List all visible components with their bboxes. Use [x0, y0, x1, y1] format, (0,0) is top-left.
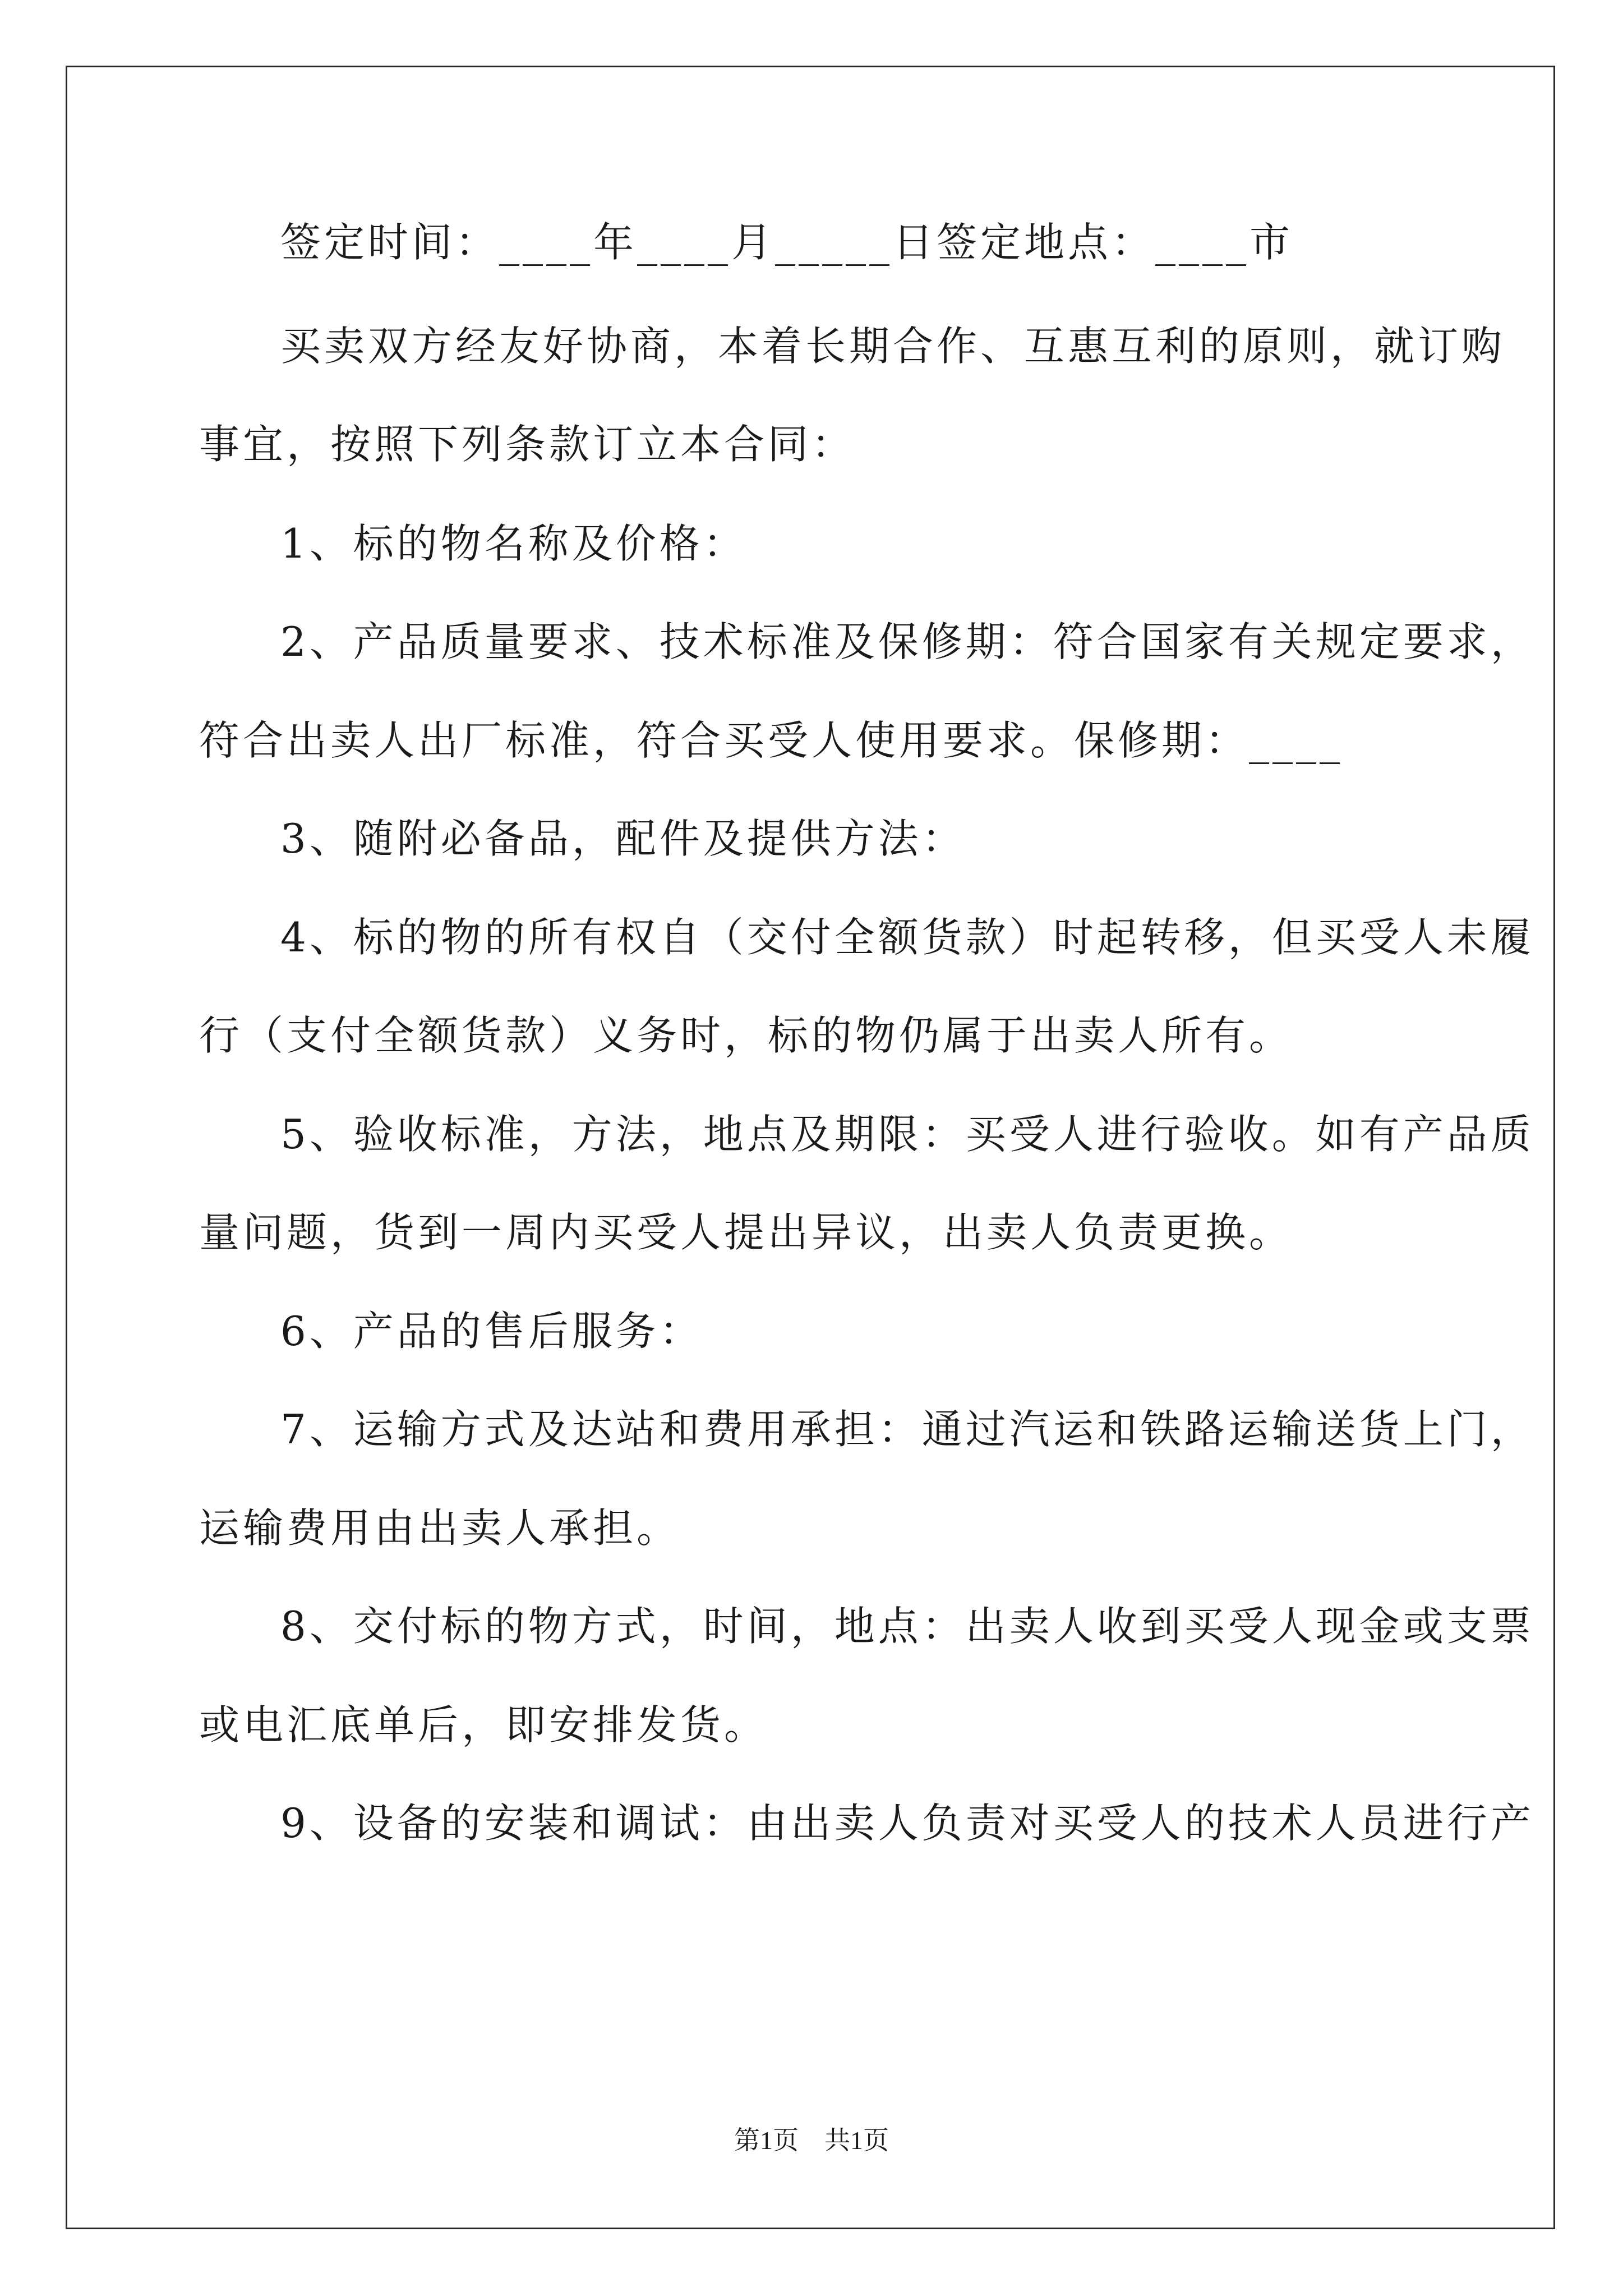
text-line-item-2b: 符合出卖人出厂标准，符合买受人使用要求。保修期：____: [199, 717, 1344, 764]
text-line-item-4b: 行（支付全额货款）义务时，标的物仍属于出卖人所有。: [199, 1012, 1293, 1059]
text-line-item-3: 3、随附必备品，配件及提供方法：: [280, 815, 966, 862]
text-line-item-1: 1、标的物名称及价格：: [280, 520, 747, 567]
text-line-item-7b: 运输费用由出卖人承担。: [199, 1504, 681, 1552]
text-line-item-2a: 2、产品质量要求、技术标准及保修期：符合国家有关规定要求，: [280, 618, 1534, 665]
text-line-item-8a: 8、交付标的物方式，时间，地点：出卖人收到买受人现金或支票: [280, 1603, 1534, 1650]
text-line-item-6: 6、产品的售后服务：: [280, 1308, 703, 1355]
text-line-item-5a: 5、验收标准，方法，地点及期限：买受人进行验收。如有产品质: [280, 1111, 1534, 1158]
text-line-signing-date: 签定时间：____年____月_____日签定地点：____市: [280, 219, 1294, 266]
text-line-intro-2: 事宜，按照下列条款订立本合同：: [199, 421, 856, 468]
text-line-item-4a: 4、标的物的所有权自（交付全额货款）时起转移，但买受人未履: [280, 914, 1534, 961]
text-line-item-5b: 量问题，货到一周内买受人提出异议，出卖人负责更换。: [199, 1209, 1293, 1256]
text-line-item-7a: 7、运输方式及达站和费用承担：通过汽运和铁路运输送货上门，: [280, 1406, 1534, 1453]
text-line-intro-1: 买卖双方经友好协商，本着长期合作、互惠互利的原则，就订购: [280, 323, 1506, 370]
text-line-item-8b: 或电汇底单后，即安排发货。: [199, 1701, 768, 1749]
page-footer: 第1页 共1页: [734, 2126, 889, 2155]
text-line-item-9: 9、设备的安装和调试：由出卖人负责对买受人的技术人员进行产: [280, 1800, 1534, 1847]
